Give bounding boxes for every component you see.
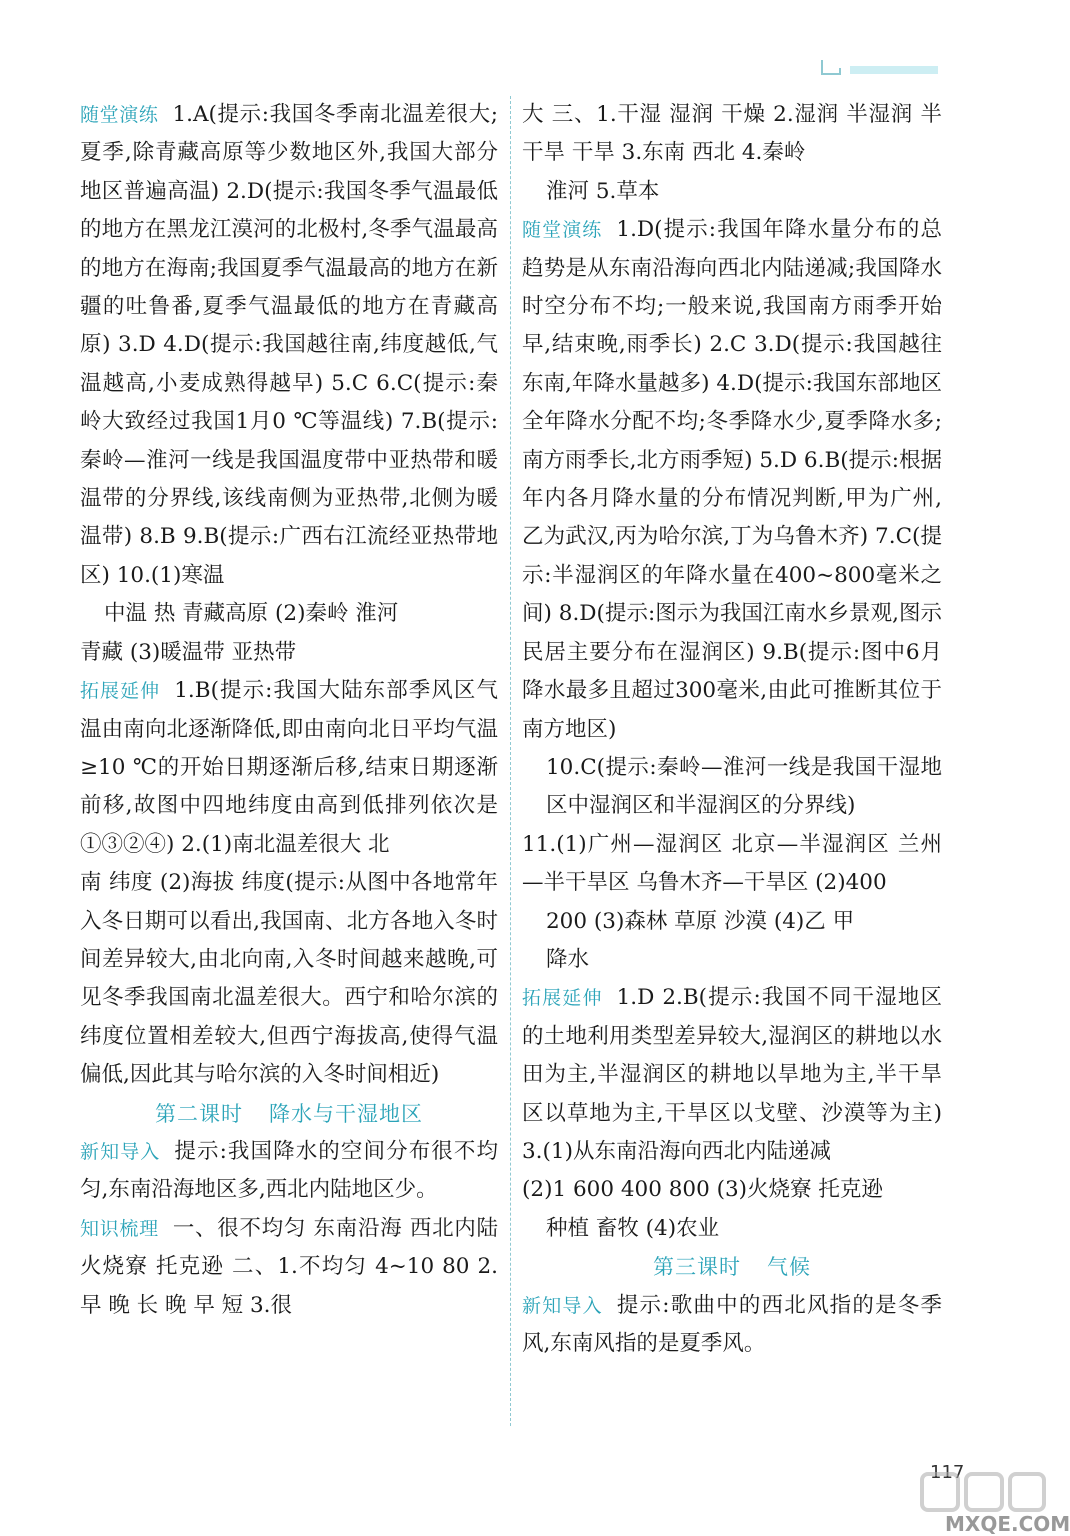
answer-line: 种植 畜牧 (4)农业 xyxy=(546,1215,720,1241)
column-divider xyxy=(510,96,511,1426)
section-extension xyxy=(80,672,498,864)
answer-line: 大 三、1.干湿 湿润 干燥 2.湿润 半湿润 半干旱 干旱 3.东南 西北 4.秦岭 xyxy=(522,102,942,166)
answer-text: 一、很不均匀 东南沿海 西北内陆 火烧寮 托克逊 二、1.不均匀 4~10 80 2.早 晚 长 晚 早 短 3.很 xyxy=(80,1215,498,1318)
section-tag: 新知导入 xyxy=(80,1140,161,1163)
header-decoration xyxy=(820,58,940,78)
section-intro xyxy=(522,1287,942,1364)
answer-text: 1.B(提示:我国大陆东部季风区气温由南向北逐渐降低,即由南向北日平均气温≥10 ℃的开始日期逐渐后移,结束日期逐渐前移,故图中四地纬度由高到低排列依次是①③②④) 2.(1)南北温差很大 北 xyxy=(80,678,498,857)
answer-line: 淮河 5.草本 xyxy=(546,178,660,204)
answer-text: 1.D 2.B(提示:我国不同干湿地区的土地利用类型差异较大,湿润区的耕地以水田为主,半湿润区的耕地以旱地为主,半干旱区以草地为主,干旱区以戈壁、沙漠等为主) 3.(1)从东南沿海向西北内陆递减 xyxy=(522,985,942,1164)
lesson-number: 第二课时 xyxy=(155,1101,243,1126)
lesson-title: 气候 xyxy=(767,1255,811,1280)
section-knowledge xyxy=(80,1210,498,1325)
lesson-number: 第三课时 xyxy=(653,1255,741,1280)
answer-text: 提示:歌曲中的西北风指的是冬季风,东南风指的是夏季风。 xyxy=(522,1292,942,1356)
watermark-text: MXQE.COM xyxy=(945,1512,1070,1536)
section-intro xyxy=(80,1133,498,1210)
section-extension xyxy=(522,979,942,1171)
section-practice xyxy=(80,96,498,595)
answer-line: 11.(1)广州—湿润区 北京—半湿润区 兰州—半干旱区 乌鲁木齐—干旱区 (2)400 xyxy=(522,831,942,896)
answer-line: (2)1 600 400 800 (3)火烧寮 托克逊 xyxy=(522,1177,883,1203)
page-number: 117 xyxy=(930,1462,965,1483)
answer-line: 10.C(提示:秦岭—淮河一线是我国干湿地区中湿润区和半湿润区的分界线) xyxy=(546,754,942,819)
answer-text: 1.A(提示:我国冬季南北温差很大;夏季,除青藏高原等少数地区外,我国大部分地区普遍高温) 2.D(提示:我国冬季气温最低的地方在黑龙江漠河的北极村,冬季气温最高的地方在海南;我国夏季气温最高的地方在新疆的吐鲁番,夏季气温最低的地方在青藏高原) 3.D 4.D(提示:我国越往南,纬度越低,气温越高,小麦成熟得越早) 5.C 6.C(提示:秦岭大致经过我国1月0 ℃等温线) 7.B(提示:秦岭—淮河一线是我国温度带中亚热带和暖温带的分界线,该线南侧为亚热带,北侧为暖温带) 8.B 9.B(提示:广西右江流经亚热带地区) 10.(1)寒温 xyxy=(80,102,498,588)
answer-line: 青藏 (3)暖温带 亚热带 xyxy=(80,639,297,665)
section-practice xyxy=(522,211,942,749)
lesson-heading xyxy=(80,1095,498,1133)
answer-line: 200 (3)森林 草原 沙漠 (4)乙 甲 xyxy=(546,908,855,934)
answer-text: 1.D(提示:我国年降水量分布的总趋势是从东南沿海向西北内陆递减;我国降水时空分布不均;一般来说,我国南方雨季开始早,结束晚,雨季长) 2.C 3.D(提示:我国越往东南,年降水量越多) 4.D(提示:我国东部地区全年降水分配不均;冬季降水少,夏季降水多;南方雨季长,北方雨季短) 5.D 6.B(提示:根据年内各月降水量的分布情况判断,甲为广州,乙为武汉,丙为哈尔滨,丁为乌鲁木齐) 7.C(提示:半湿润区的年降水量在400~800毫米之间) 8.D(提示:图示为我国江南水乡景观,图示民居主要分布在湿润区) 9.B(提示:图中6月降水最多且超过300毫米,由此可推断其位于南方地区) xyxy=(522,217,942,742)
answer-line: 降水 xyxy=(546,946,590,972)
answer-line: 南 纬度 (2)海拔 纬度(提示:从图中各地常年入冬日期可以看出,我国南、北方各地入冬时间差异较大,由北向南,入冬时间越来越晚,可见冬季我国南北温差很大。西宁和哈尔滨的纬度位置相差较大,但西宁海拔高,使得气温偏低,因此其与哈尔滨的入冬时间相近) xyxy=(80,870,498,1088)
lesson-heading xyxy=(522,1248,942,1286)
answer-line: 中温 热 青藏高原 (2)秦岭 淮河 xyxy=(104,601,399,627)
answer-text: 提示:我国降水的空间分布很不均匀,东南沿海地区多,西北内陆地区少。 xyxy=(80,1138,498,1203)
section-tag: 新知导入 xyxy=(522,1294,603,1317)
section-tag: 随堂演练 xyxy=(522,219,603,242)
section-tag: 知识梳理 xyxy=(80,1217,159,1240)
lesson-title: 降水与干湿地区 xyxy=(269,1101,423,1126)
right-column xyxy=(522,96,942,1363)
left-column xyxy=(80,96,498,1325)
section-tag: 拓展延伸 xyxy=(80,680,161,703)
section-tag: 拓展延伸 xyxy=(522,987,603,1010)
section-tag: 随堂演练 xyxy=(80,104,159,126)
